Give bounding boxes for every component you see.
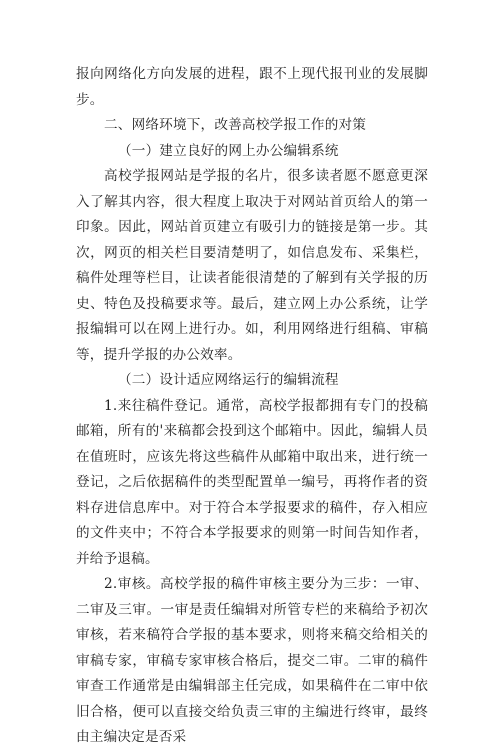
subsection-1-heading: （一）建立良好的网上办公编辑系统	[118, 142, 339, 159]
document-body	[76, 62, 428, 751]
subsection-1-paragraph: 高校学报网站是学报的名片，很多读者愿不愿意更深入了解其内容，很大程度上取决于对网站首页给人的第一印象。因此，网站首页建立有吸引力的链接是第一步。其次，网页的相关栏目要清楚明了，如信息发布、采集栏，稿件处理等栏目，让读者能很清楚的了解到有关学报的历史、特色及投稿要求等。最后，建立网上办公系统，让学报编辑可以在网上进行办。如，利用网络进行组稿、审稿等，提升学报的办公效率。	[76, 168, 428, 363]
item-1-paragraph: 1.来往稿件登记。通常，高校学报都拥有专门的投稿邮箱，所有的'来稿都会投到这个邮箱中。因此，编辑人员在值班时，应该先将这些稿件从邮箱中取出来，进行统一登记，之后依据稿件的类型配置单一编号，再将作者的资料存进信息库中。对于符合本学报要求的稿件，存入相应的文件夹中；不符合本学报要求的则第一时间告知作者，并给予退稿。	[76, 397, 428, 567]
section-heading: 二、网络环境下，改善高校学报工作的对策	[104, 117, 367, 133]
continuation-paragraph: 报向网络化方向发展的进程，跟不上现代报刊业的发展脚步。	[76, 66, 428, 108]
subsection-2-heading: （二）设计适应网络运行的编辑流程	[118, 372, 339, 388]
item-2-paragraph: 2.审核。高校学报的稿件审核主要分为三步：一审、二审及三审。一审是责任编辑对所管专栏的来稿给予初次审核，若来稿符合学报的基本要求，则将来稿交给相关的审稿专家，审稿专家审核合格后，提交二审。二审的稿件审查工作通常是由编辑部主任完成，如果稿件在二审中依旧合格，便可以直接交给负责三审的主编进行终审，最终由主编决定是否采	[76, 576, 428, 745]
